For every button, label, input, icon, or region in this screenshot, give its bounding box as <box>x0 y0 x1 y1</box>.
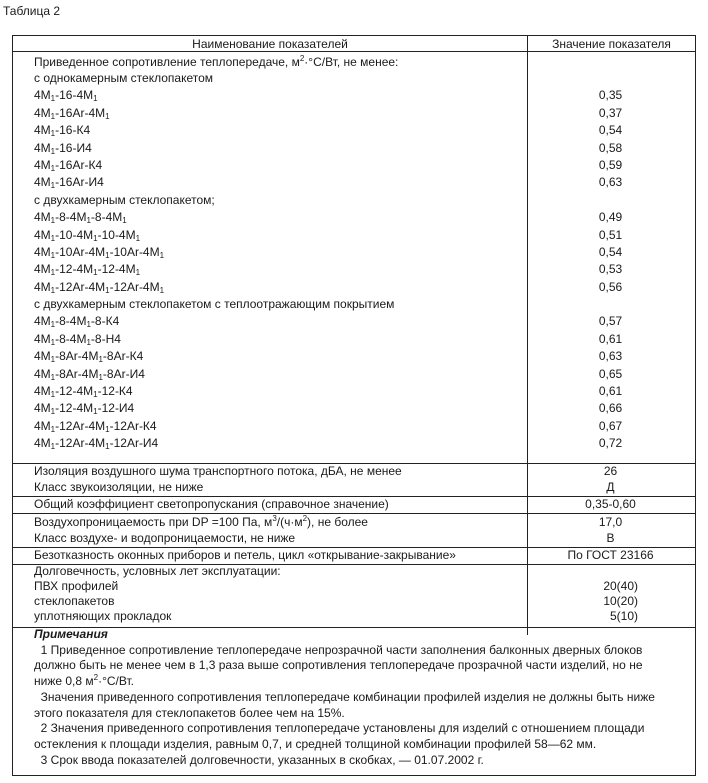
glazing-formula: $4М_1-16Ar-К4$ <box>34 157 103 173</box>
table-row <box>13 244 695 261</box>
table-row <box>13 279 695 296</box>
glazing-formula: $4М_1-16Ar-4М_1$ <box>34 105 110 121</box>
table-row <box>13 140 695 157</box>
note-3: 3 Срок ввода показателей долговечности, указанных в скобках, — 01.07.2002 г. <box>40 752 484 767</box>
table-row <box>13 547 695 563</box>
glazing-formula: $4М_1-16Ar-И4$ <box>34 175 104 191</box>
table-row <box>13 496 695 512</box>
durability-section <box>13 564 695 624</box>
resistance-value: 0,56 <box>598 279 623 294</box>
glazing-formula: $4М_1-12Ar-4М_1-12Ar-4М_1$ <box>34 279 165 295</box>
safety-value: По ГОСТ 23166 <box>567 548 654 562</box>
table-row <box>13 209 695 226</box>
light-label: Общий коэффициент светопропускания (справочное значение) <box>34 497 389 511</box>
glazing-formula: $4М_1-12Ar-4М_1-12Ar-И4$ <box>34 436 159 452</box>
table-row <box>13 435 695 452</box>
air-class-label: Класс воздухе- и водопроницаемости, не ниже <box>34 531 296 545</box>
resistance-value: 0,54 <box>598 123 623 138</box>
resistance-value: 0,67 <box>598 418 623 433</box>
group-heading-row <box>13 192 695 209</box>
durability-label: уплотняющих прокладок <box>34 609 172 623</box>
glazing-formula: $4М_1-12-4М_1-12-К4$ <box>34 384 133 400</box>
resistance-value: 0,53 <box>598 262 623 277</box>
table-row <box>13 87 695 104</box>
glazing-formula: $4М_1-10-4М_1-10-4М_1$ <box>34 227 141 243</box>
note-1-line-3: ниже 0,8 $м^2\cdot^\circ С/Вт$. <box>34 673 134 689</box>
air-class-value: В <box>606 531 615 545</box>
resistance-value: 0,58 <box>598 140 623 155</box>
resistance-value: 0,66 <box>598 401 623 416</box>
notes-title: Примечания <box>34 627 108 641</box>
air-permeability-label: Воздухопроницаемость при DP =100 Па, $м^3/(ч\cdot м^2)$, не более <box>34 514 368 529</box>
thermal-title: Приведенное сопротивление теплопередаче, $м^2\cdot^\circ С/Вт$, не менее: <box>34 54 399 69</box>
resistance-value: 0,57 <box>598 314 623 329</box>
durability-label: ПВХ профилей <box>34 579 119 593</box>
resistance-value: 0,72 <box>598 436 623 451</box>
table-row <box>13 514 695 530</box>
table-row <box>13 313 695 330</box>
note-2-line-1: 2 Значения приведенного сопротивления теплопередаче установлены для изделий с отношением площади <box>40 721 645 736</box>
note-2-line-2: остекления к площади изделия, равным 0,7, и средней толщиной комбинации профилей 58—62 мм. <box>34 736 597 751</box>
table-row <box>13 383 695 400</box>
glazing-formula: $4М_1-8Ar-4М_1-8Ar-И4$ <box>34 366 145 382</box>
durability-label: стеклопакетов <box>34 594 115 608</box>
durability-value: 20(40) <box>603 579 638 593</box>
glazing-formula: $4М_1-8-4М_1-8-4М_1$ <box>34 210 127 226</box>
group-heading: с однокамерным стеклопакетом <box>34 71 214 85</box>
table-row <box>13 418 695 435</box>
glazing-formula: $4М_1-16-И4$ <box>34 140 92 156</box>
resistance-value: 0,51 <box>598 227 623 242</box>
group-heading: с двухкамерным стеклопакетом; <box>34 192 215 207</box>
note-1-line-1: 1 Приведенное сопротивление теплопередаче непрозрачной части заполнения балконных дверных блоков <box>40 642 643 657</box>
noise-value: 26 <box>603 464 618 478</box>
table-row <box>13 579 695 594</box>
glazing-formula: $4М_1-12Ar-4М_1-12Ar-К4$ <box>34 418 157 434</box>
resistance-value: 0,63 <box>598 175 623 190</box>
resistance-value: 0,37 <box>598 105 623 120</box>
table-row <box>13 366 695 383</box>
glazing-formula: $4М_1-12-4М_1-12-4М_1$ <box>34 262 141 278</box>
table-row <box>13 594 695 609</box>
resistance-value: 0,61 <box>598 384 623 399</box>
note-1-line-2: должно быть не менее чем в 1,3 раза выше сопротивления теплопередаче прозрачной части изделий, но не <box>34 658 643 673</box>
resistance-value: 0,54 <box>598 244 623 259</box>
table-row <box>13 463 695 479</box>
glazing-formula: $4М_1-12-4М_1-12-И4$ <box>34 401 135 417</box>
thermal-resistance-section <box>13 54 695 453</box>
table-row <box>13 400 695 417</box>
header-name-cell: Наименование показателей <box>192 37 348 51</box>
durability-value: 5(10) <box>609 609 638 623</box>
header-value-cell: Значение показателя <box>552 37 671 51</box>
table-row <box>13 479 695 495</box>
glazing-formula: $4М_1-8Ar-4М_1-8Ar-К4$ <box>34 349 144 365</box>
notes-block <box>13 627 695 768</box>
light-value: 0,35-0,60 <box>585 497 636 511</box>
sound-class-value: Д <box>606 480 615 494</box>
resistance-value: 0,61 <box>598 331 623 346</box>
table-row <box>13 227 695 244</box>
safety-section <box>13 547 695 563</box>
glazing-formula: $4М_1-10Ar-4М_1-10Ar-4М_1$ <box>34 244 165 260</box>
table-row <box>13 261 695 278</box>
table-row <box>13 174 695 191</box>
table-row <box>13 122 695 139</box>
group-heading-row <box>13 70 695 87</box>
glazing-formula: $4М_1-16-К4$ <box>34 123 91 139</box>
air-permeability-value: 17,0 <box>598 515 623 529</box>
sound-class-label: Класс звукоизоляции, не ниже <box>34 480 204 494</box>
properties-table <box>12 35 696 776</box>
glazing-formula: $4М_1-8-4М_1-8-Н4$ <box>34 331 121 347</box>
resistance-value: 0,63 <box>598 349 623 364</box>
durability-title-row <box>13 564 695 579</box>
group-heading: с двухкамерным стеклопакетом с теплоотражающим покрытием <box>34 297 395 312</box>
noise-label: Изоляция воздушного шума транспортного потока, дБА, не менее <box>34 464 402 478</box>
table-row <box>13 348 695 365</box>
glazing-formula: $4М_1-8-4М_1-8-К4$ <box>34 314 120 330</box>
durability-value: 10(20) <box>603 594 638 608</box>
table-row <box>13 157 695 174</box>
resistance-value: 0,59 <box>598 157 623 172</box>
noise-section <box>13 463 695 495</box>
table-row <box>13 105 695 122</box>
table-row <box>13 331 695 348</box>
light-section <box>13 496 695 512</box>
safety-label: Безотказность оконных приборов и петель, цикл «открывание-закрывание» <box>34 548 456 562</box>
thermal-title-row <box>13 54 695 70</box>
note-1-line-4: Значения приведенного сопротивления теплопередаче комбинации профилей изделия не должны быть ниже <box>40 689 655 704</box>
group-heading-row <box>13 296 695 313</box>
table-caption: Таблица 2 <box>3 4 61 18</box>
row-divider <box>13 51 695 52</box>
durability-title: Долговечность, условных лет эксплуатации: <box>34 564 281 578</box>
table-row <box>13 530 695 546</box>
resistance-value: 0,35 <box>598 88 623 103</box>
table-row <box>13 609 695 624</box>
note-1-line-5: этого показателя для стеклопакетов более чем на 15%. <box>34 705 345 720</box>
resistance-value: 0,65 <box>598 366 623 381</box>
air-section <box>13 514 695 546</box>
resistance-value: 0,49 <box>598 210 623 225</box>
glazing-formula: $4М_1-16-4М_1$ <box>34 88 98 104</box>
